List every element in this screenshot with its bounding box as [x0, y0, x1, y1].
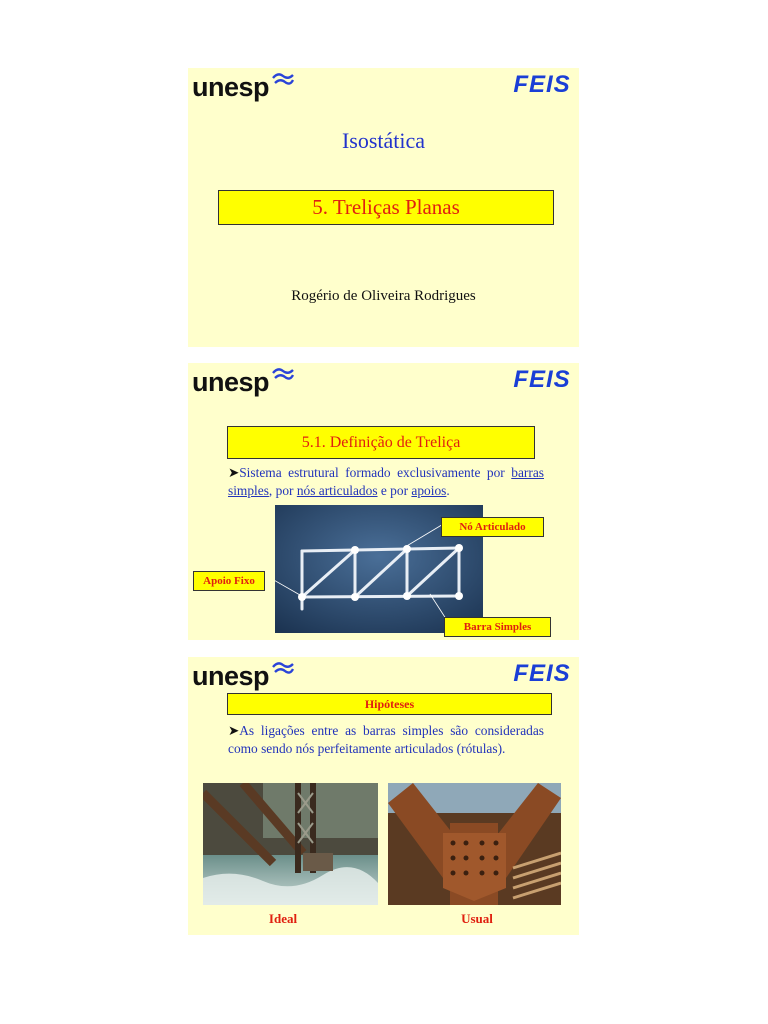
- callout-barra-simples: Barra Simples: [444, 617, 551, 637]
- unesp-logo-text: unesp: [192, 72, 270, 102]
- bridge-ideal-photo: [203, 783, 378, 905]
- para-end: .: [446, 482, 450, 498]
- para-text: Sistema estrutural formado exclusivamente por: [239, 465, 505, 480]
- slide-hypotheses: [188, 657, 579, 935]
- para-text: As ligações entre as barras simples são consideradas como sendo nós perfeitamente articulados (rótulas).: [228, 723, 544, 756]
- bridge-usual-photo: [388, 783, 561, 905]
- caption-usual: Usual: [461, 911, 493, 926]
- feis-logo: [511, 660, 573, 688]
- para-sep: , por: [268, 482, 294, 498]
- author-name: Rogério de Oliveira Rodrigues: [291, 288, 476, 304]
- feis-logo: [511, 366, 573, 394]
- unesp-logo: [192, 365, 297, 399]
- bullet-arrow-icon: ➤: [228, 723, 240, 738]
- unesp-logo: [192, 659, 297, 693]
- definition-paragraph: [228, 464, 544, 499]
- link-apoios[interactable]: apoios: [411, 482, 447, 498]
- unesp-logo: [192, 70, 297, 104]
- unesp-wave-icon: [272, 72, 294, 88]
- callout-apoio-fixo: Apoio Fixo: [193, 571, 265, 591]
- slide-definition: [188, 363, 579, 640]
- unesp-logo-text: unesp: [192, 661, 270, 691]
- caption-ideal: Ideal: [268, 911, 298, 926]
- link-nos-articulados[interactable]: nós articulados: [296, 482, 378, 498]
- slide-heading: Isostática: [341, 128, 426, 153]
- hypotheses-paragraph: [228, 722, 544, 757]
- unesp-wave-icon: [272, 661, 294, 677]
- feis-logo-text: FEIS: [513, 660, 571, 687]
- unesp-wave-icon: [272, 367, 294, 383]
- callout-no-articulado: Nó Articulado: [441, 517, 544, 537]
- feis-logo: [511, 71, 573, 99]
- link-barras-simples[interactable]: barras simples: [228, 465, 544, 498]
- para-sep: e por: [380, 482, 409, 498]
- feis-logo-text: FEIS: [513, 71, 571, 98]
- section-title-box: 5. Treliças Planas: [218, 190, 554, 225]
- feis-logo-text: FEIS: [513, 366, 571, 393]
- bullet-arrow-icon: ➤: [228, 465, 240, 480]
- hypotheses-title-box: Hipóteses: [227, 693, 552, 715]
- slide-title: [188, 68, 579, 347]
- section-title-box: 5.1. Definição de Treliça: [227, 426, 535, 459]
- unesp-logo-text: unesp: [192, 367, 270, 397]
